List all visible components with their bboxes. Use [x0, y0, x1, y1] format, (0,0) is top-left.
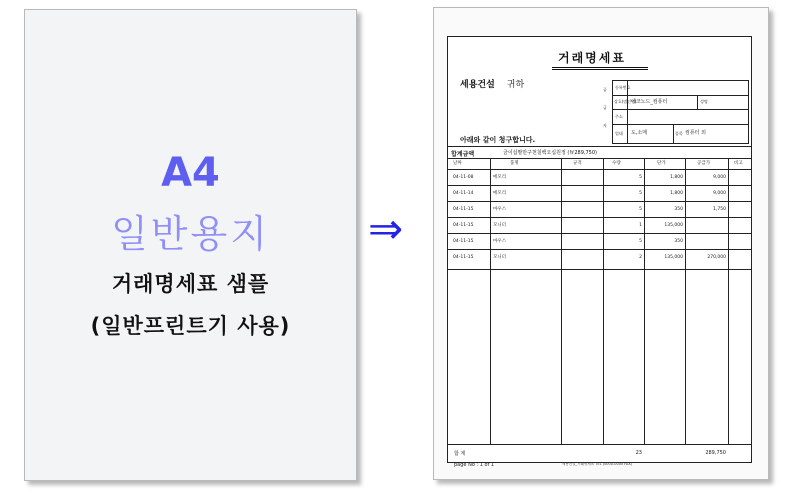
divider: [448, 146, 751, 147]
paper-size-label: A4: [161, 150, 220, 196]
honorific: 귀하: [506, 80, 525, 90]
column-divider: [728, 159, 729, 269]
supplier-divider: [613, 109, 748, 110]
cell-item: 메모리: [493, 175, 507, 180]
cell-item: 메모리: [493, 191, 507, 196]
sum-amount: 289,750: [705, 450, 726, 456]
cell-amount: 1,750: [713, 207, 726, 212]
cell-item: 모니터: [493, 223, 507, 228]
supplier-divider: [673, 124, 674, 143]
company-label: 상호(법인명): [614, 99, 637, 104]
total-amount-label: 합계금액: [451, 151, 475, 158]
reg-no-label: 등록번호: [615, 85, 631, 90]
row-divider: [448, 217, 751, 218]
category-value: 컴퓨터 외: [685, 130, 706, 136]
column-divider: [644, 268, 645, 445]
supplier-side-label: 자: [603, 123, 607, 128]
cell-unit-price: 350: [674, 239, 683, 244]
column-divider: [728, 268, 729, 445]
cell-qty: 2: [639, 255, 642, 260]
items-table: [448, 158, 751, 270]
recipient-name: 세용건설: [460, 80, 495, 90]
company-value: 에코노드_컴퓨터: [631, 99, 668, 105]
cell-date: 04-11-08: [453, 175, 474, 180]
table-header-row: [448, 159, 751, 170]
supplier-box: [603, 80, 749, 144]
cell-date: 04-11-15: [453, 255, 474, 260]
header-spec: 규격: [573, 161, 582, 166]
header-date: 날짜: [453, 161, 462, 166]
cell-amount: 9,000: [713, 191, 726, 196]
column-divider: [490, 268, 491, 445]
sample-label: 거래명세표 샘플: [111, 272, 270, 296]
sum-qty: 23: [635, 450, 642, 456]
title-underline: [552, 69, 648, 70]
cell-unit-price: 135,000: [664, 223, 683, 228]
column-divider: [561, 268, 562, 445]
supplier-divider: [613, 95, 748, 96]
cell-unit-price: 1,800: [670, 191, 683, 196]
total-amount-text: 금이십팔만구천칠백오십원정 (￦289,750): [503, 150, 597, 156]
cell-date: 04-11-15: [453, 239, 474, 244]
column-divider: [490, 159, 491, 269]
plain-paper-sheet: [24, 9, 357, 481]
column-divider: [561, 159, 562, 269]
header-unit-price: 단가: [657, 161, 666, 166]
cell-unit-price: 350: [674, 207, 683, 212]
column-divider: [685, 268, 686, 445]
title-underline: [552, 67, 648, 68]
cell-date: 04-11-14: [453, 191, 474, 196]
business-type-label: 업태: [615, 131, 623, 136]
cell-date: 04-11-15: [453, 223, 474, 228]
cell-qty: 1: [639, 223, 642, 228]
cell-qty: 5: [639, 239, 642, 244]
header-qty: 수량: [612, 161, 621, 166]
right-arrow-icon: ⇒: [368, 204, 404, 253]
business-type-value: 도,소매: [631, 130, 648, 136]
name-label: 성명: [700, 99, 708, 104]
cell-qty: 5: [639, 191, 642, 196]
printed-invoice-sheet: [433, 7, 769, 480]
cell-amount: 270,000: [707, 255, 726, 260]
cell-item: 마우스: [493, 239, 507, 244]
cell-item: 모니터: [493, 255, 507, 260]
billing-note: 아래와 같이 청구합니다.: [460, 136, 536, 144]
supplier-divider: [613, 124, 748, 125]
row-divider: [448, 233, 751, 234]
row-divider: [448, 201, 751, 202]
cell-unit-price: 1,800: [670, 175, 683, 180]
column-divider: [603, 268, 604, 445]
divider: [448, 444, 751, 445]
supplier-side-label: 급: [603, 105, 607, 110]
cell-date: 04-11-15: [453, 207, 474, 212]
header-item: 품명: [510, 161, 519, 166]
category-label: 종목: [675, 131, 683, 136]
paper-type-label: 일반용지: [111, 212, 270, 256]
invoice-frame: [447, 36, 752, 463]
cell-unit-price: 135,000: [664, 255, 683, 260]
header-amount: 공급가: [697, 161, 711, 166]
supplier-divider: [697, 95, 698, 109]
cell-item: 마우스: [493, 207, 507, 212]
header-remarks: 비고: [734, 161, 743, 166]
recipient-line: [460, 77, 524, 90]
row-divider: [448, 249, 751, 250]
page-number: page No : 1 of 1: [454, 462, 495, 468]
sum-label: 합 계: [454, 451, 466, 457]
invoice-title: 거래명세표: [558, 51, 626, 65]
cell-qty: 5: [639, 207, 642, 212]
usage-label: (일반프린트기 사용): [90, 314, 291, 338]
cell-amount: 9,000: [713, 175, 726, 180]
supplier-side-label: 공: [603, 87, 607, 92]
supplier-divider: [627, 81, 628, 143]
cell-qty: 5: [639, 175, 642, 180]
row-divider: [448, 185, 751, 186]
printer-info: 세용건설_거래명세표 TEL (0000-0000 FAX): [562, 462, 633, 466]
address-label: 주소: [615, 114, 623, 119]
